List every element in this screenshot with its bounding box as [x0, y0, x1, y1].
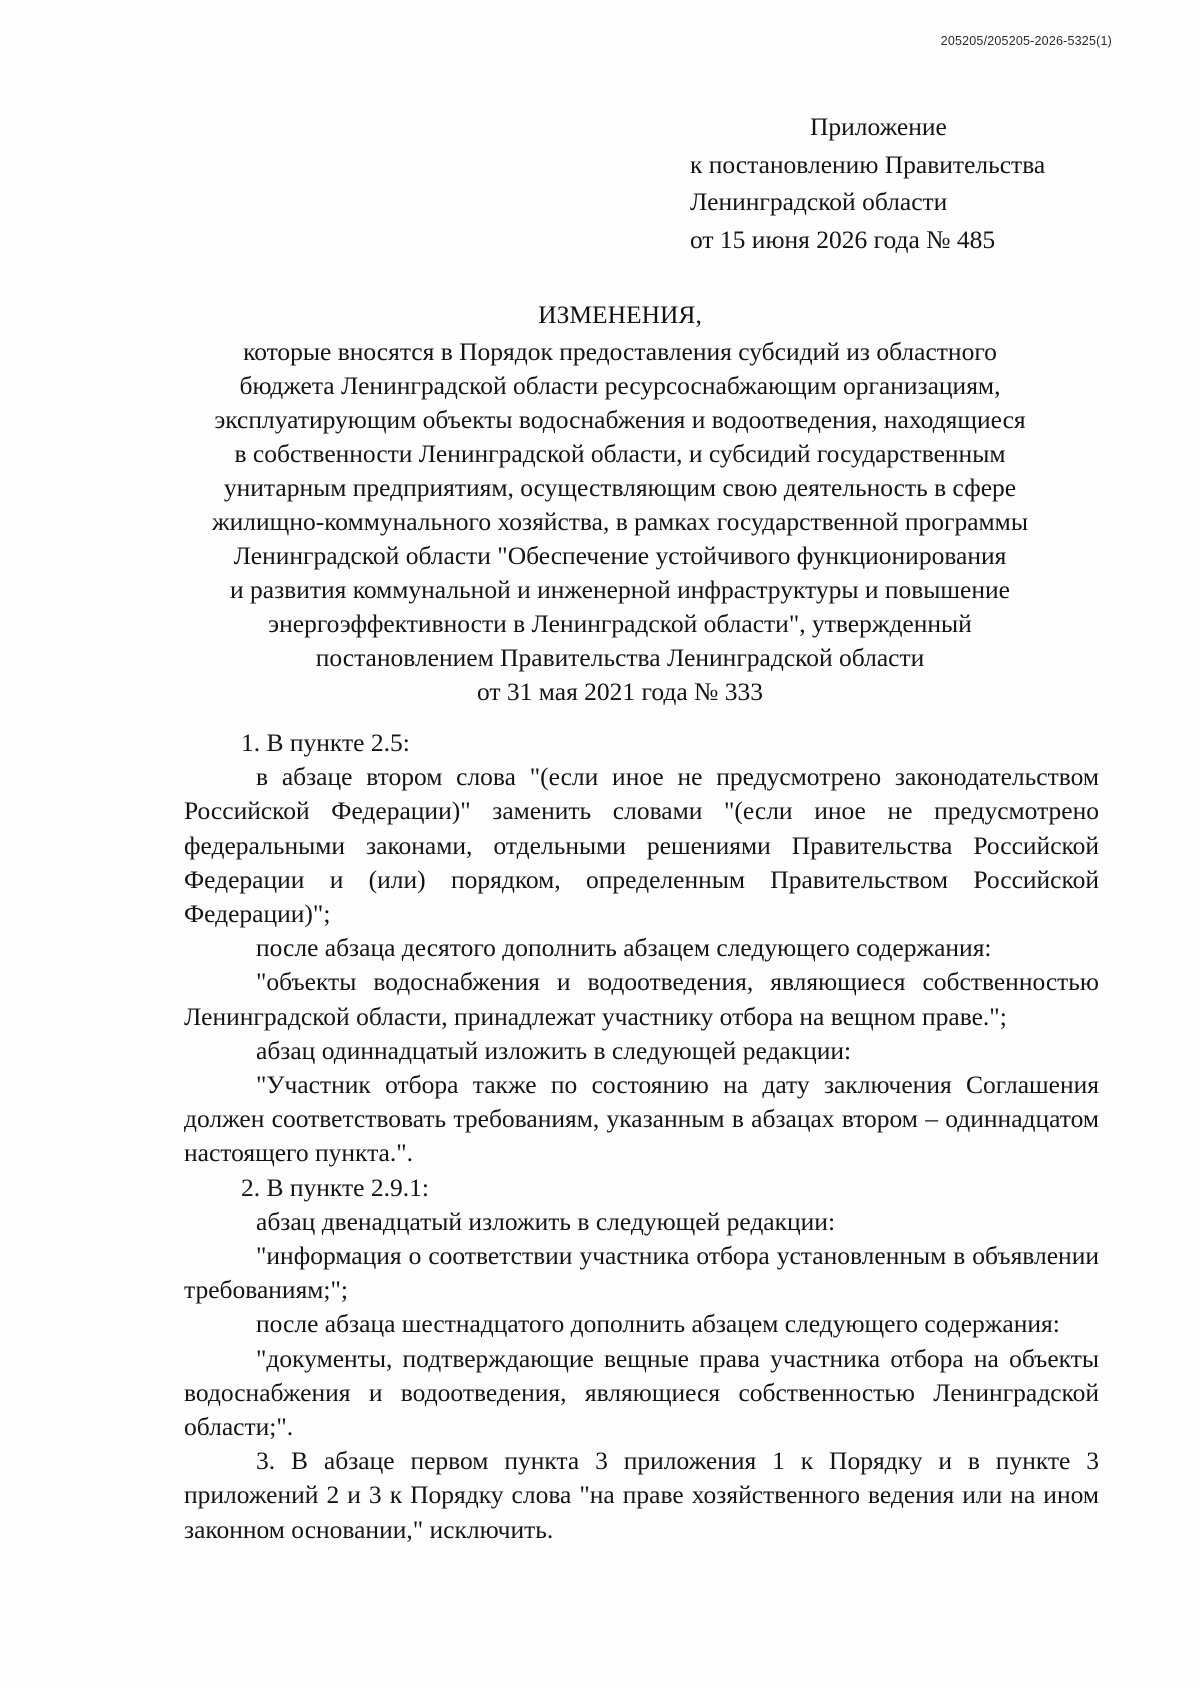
- document-heading: [150, 298, 1090, 709]
- heading-line: и развития коммунальной и инженерной инфраструктуры и повышение: [230, 575, 1010, 604]
- document-id: 205205/205205-2026-5325(1): [940, 34, 1112, 48]
- heading-line: в собственности Ленинградской области, и субсидий государственным: [234, 439, 1006, 468]
- annex-block: [690, 108, 1160, 258]
- annex-date-number: от 15 июня 2026 года № 485: [690, 224, 996, 254]
- heading-line: жилищно-коммунального хозяйства, в рамках государственной программы: [212, 507, 1028, 536]
- body-paragraph: "Участник отбора также по состоянию на дату заключения Соглашения должен соответствовать требованиям, указанным в абзацах втором – одиннадцатом настоящего пункта.".: [184, 1070, 1099, 1168]
- body-paragraph: абзац одиннадцатый изложить в следующей редакции:: [256, 1035, 852, 1065]
- item-1-heading: 1. В пункте 2.5:: [241, 728, 410, 757]
- item-3-paragraph: 3. В абзаце первом пункта 3 приложения 1 к Порядку и в пункте 3 приложений 2 и 3 к Порядку слова "на праве хозяйственного ведения или на ином законном основании," исключить.: [184, 1446, 1099, 1544]
- heading-line: Ленинградской области "Обеспечение устойчивого функционирования: [233, 541, 1007, 570]
- heading-line: постановлением Правительства Ленинградской области: [315, 643, 925, 672]
- document-title: ИЗМЕНЕНИЯ,: [538, 300, 702, 329]
- body-paragraph: в абзаце втором слова "(если иное не предусмотрено законодательством Российской Федерации)" заменить словами "(если иное не предусмотрено федеральными законами, отдельными решениями Правительства Российской Федерации и (или) порядком, определенным Правительством Российской Федерации)";: [184, 762, 1099, 929]
- document-body: [184, 726, 1099, 1547]
- annex-title: Приложение: [810, 112, 947, 141]
- body-paragraph: после абзаца шестнадцатого дополнить абзацем следующего содержания:: [256, 1309, 1060, 1339]
- body-paragraph: "документы, подтверждающие вещные права участника отбора на объекты водоснабжения и водоотведения, являющиеся собственностью Ленинградской области;".: [184, 1343, 1099, 1442]
- body-paragraph: "объекты водоснабжения и водоотведения, являющиеся собственностью Ленинградской области, принадлежат участнику отбора на вещном праве.";: [184, 967, 1099, 1031]
- body-paragraph: "информация о соответствии участника отбора установленным в объявлении требованиям;";: [184, 1241, 1099, 1305]
- heading-line: унитарным предприятиям, осуществляющим свою деятельность в сфере: [223, 473, 1017, 502]
- heading-line: которые вносятся в Порядок предоставления субсидий из областного: [243, 337, 997, 366]
- annex-line: Ленинградской области: [690, 187, 948, 216]
- heading-line: эксплуатирующим объекты водоснабжения и водоотведения, находящиеся: [214, 405, 1026, 434]
- body-paragraph: абзац двенадцатый изложить в следующей редакции:: [256, 1206, 836, 1236]
- heading-line: бюджета Ленинградской области ресурсоснабжающим организациям,: [239, 371, 1001, 400]
- heading-line: от 31 мая 2021 года № 333: [476, 677, 764, 706]
- heading-line: энергоэффективности в Ленинградской области", утвержденный: [268, 609, 972, 638]
- body-paragraph: после абзаца десятого дополнить абзацем следующего содержания:: [256, 933, 992, 963]
- annex-line: к постановлению Правительства: [690, 149, 1046, 179]
- item-2-heading: 2. В пункте 2.9.1:: [241, 1172, 429, 1202]
